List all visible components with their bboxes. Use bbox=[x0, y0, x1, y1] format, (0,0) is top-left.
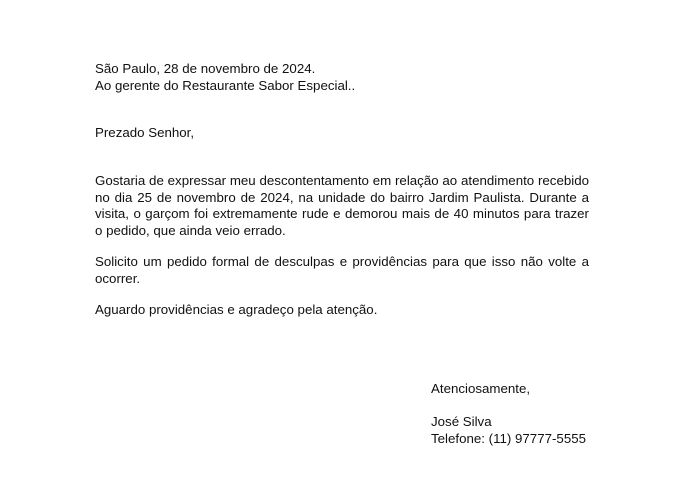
letter-header bbox=[95, 61, 589, 94]
letter-closing bbox=[431, 381, 631, 447]
body-paragraph-2 bbox=[95, 254, 589, 287]
body-paragraph-1 bbox=[95, 173, 589, 239]
body-paragraph-3 bbox=[95, 302, 589, 319]
paragraph-text: Aguardo providências e agradeço pela atenção. bbox=[95, 302, 378, 317]
greeting bbox=[95, 125, 589, 142]
signer-name: José Silva bbox=[431, 414, 492, 429]
closing-salutation: Atenciosamente, bbox=[431, 381, 531, 396]
signer-phone: Telefone: (11) 97777-5555 bbox=[431, 430, 586, 446]
place-date: São Paulo, 28 de novembro de 2024. bbox=[95, 61, 316, 76]
recipient: Ao gerente do Restaurante Sabor Especial.. bbox=[95, 77, 356, 93]
paragraph-text: Solicito um pedido formal de desculpas e providências para que isso não volte a ocorrer. bbox=[95, 254, 589, 286]
closing-spacer bbox=[431, 398, 631, 415]
greeting-text: Prezado Senhor, bbox=[95, 125, 195, 140]
paragraph-text: Gostaria de expressar meu descontentamento em relação ao atendimento recebido no dia 25 de novembro de 2024, na unidade do bairro Jardim Paulista. Durante a visita, o garçom foi extremamente rude e demorou mais de 40 minutos para trazer o pedido, que ainda veio errado. bbox=[95, 173, 589, 238]
